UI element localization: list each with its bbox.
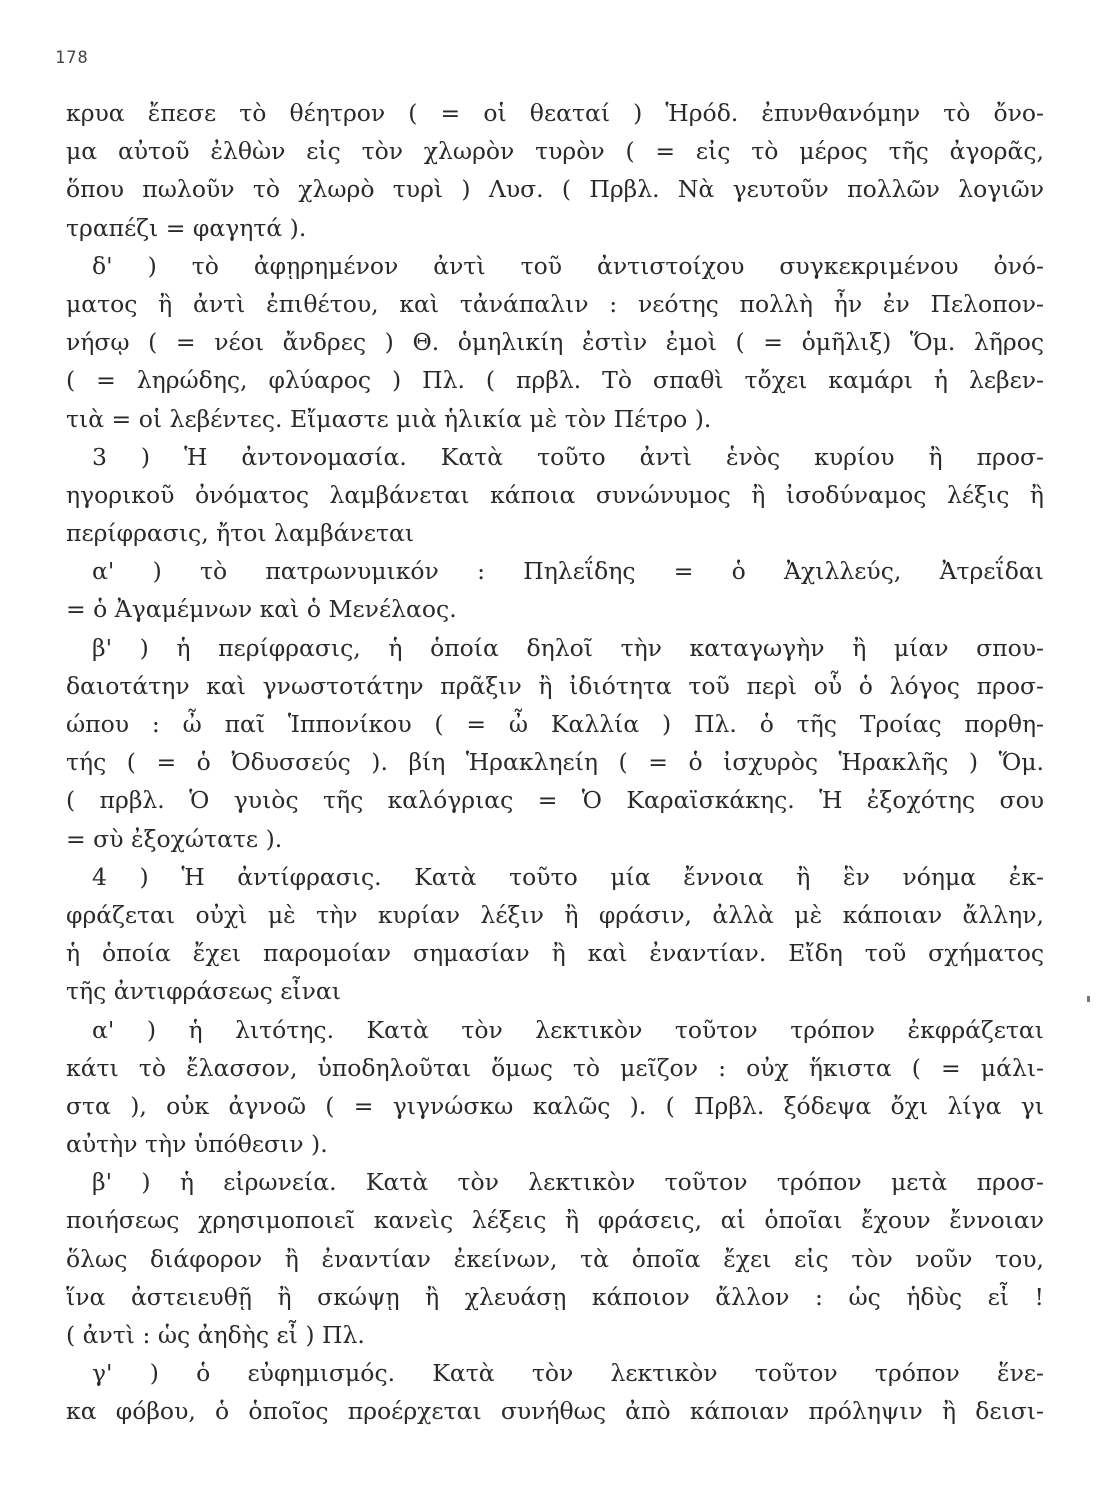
text-line: στα ), οὐκ ἀγνοῶ ( = γιγνώσκω καλῶς ). ( Πρβλ. ξόδεψα ὄχι λίγα γι — [66, 1091, 1044, 1120]
text-line: περίφρασις, ἤτοι λαμβάνεται — [66, 519, 415, 548]
text-line: = ὁ Ἀγαμέμνων καὶ ὁ Μενέλαος. — [66, 595, 457, 624]
text-line: ώπου : ὦ παῖ Ἱππονίκου ( = ὦ Καλλία ) Πλ. ὁ τῆς Τροίας πορθη- — [66, 710, 1044, 738]
text-line: ἵνα ἀστειευθῇ ἢ σκώψῃ ἢ χλευάσῃ κάποιον ἄλλον : ὡς ἡδὺς εἶ ! — [66, 1282, 1044, 1311]
text-line: αὐτὴν τὴν ὑπόθεσιν ). — [66, 1130, 328, 1159]
text-line: ματος ἢ ἀντὶ ἐπιθέτου, καὶ τἀνάπαλιν : νεότης πολλὴ ἦν ἐν Πελοπον- — [66, 289, 1044, 318]
text-line: α' ) ἡ λιτότης. Κατὰ τὸν λεκτικὸν τοῦτον τρόπον ἐκφράζεται — [92, 1015, 1044, 1044]
text-line: νήσῳ ( = νέοι ἄνδρες ) Θ. ὁμηλικίη ἐστὶν ἐμοὶ ( = ὁμῆλιξ) Ὅμ. λῆρος — [66, 328, 1044, 357]
text-line: τῆς ἀντιφράσεως εἶναι — [66, 977, 341, 1006]
text-line: γ' ) ὁ εὐφημισμός. Κατὰ τὸν λεκτικὸν τοῦτον τρόπον ἕνε- — [92, 1359, 1044, 1388]
margin-speck — [1087, 996, 1090, 1002]
page-text — [66, 94, 1044, 1431]
text-line: β' ) ἡ περίφρασις, ἡ ὁποία δηλοῖ τὴν καταγωγὴν ἢ μίαν σπου- — [92, 633, 1044, 662]
text-line: φράζεται οὐχὶ μὲ τὴν κυρίαν λέξιν ἢ φράσιν, ἀλλὰ μὲ κάποιαν ἄλλην, — [66, 900, 1044, 929]
text-line: α' ) τὸ πατρωνυμικόν : Πηλεΐδης = ὁ Ἀχιλλεύς, Ἀτρεΐδαι — [92, 557, 1044, 586]
text-line: ποιήσεως χρησιμοποιεῖ κανεὶς λέξεις ἢ φράσεις, αἱ ὁποῖαι ἔχουν ἔννοιαν — [66, 1206, 1044, 1235]
text-line: 3 ) Ἡ ἀντονομασία. Κατὰ τοῦτο ἀντὶ ἑνὸς κυρίου ἢ προσ- — [92, 442, 1044, 471]
text-line: κρυα ἔπεσε τὸ θέητρον ( = οἱ θεαταί ) Ἡρόδ. ἐπυνθανόμην τὸ ὄνο- — [66, 99, 1044, 127]
text-line: β' ) ἡ εἰρωνεία. Κατὰ τὸν λεκτικὸν τοῦτον τρόπον μετὰ προσ- — [92, 1168, 1044, 1197]
text-line: 4 ) Ἡ ἀντίφρασις. Κατὰ τοῦτο μία ἔννοια ἢ ἓν νόημα ἐκ- — [92, 862, 1044, 891]
text-line: ὅλως διάφορον ἢ ἐναντίαν ἐκείνων, τὰ ὁποῖα ἔχει εἰς τὸν νοῦν του, — [66, 1244, 1044, 1273]
text-line: κάτι τὸ ἔλασσον, ὑποδηλοῦται ὅμως τὸ μεῖζον : οὐχ ἥκιστα ( = μάλι- — [66, 1053, 1044, 1082]
text-line: ( = ληρώδης, φλύαρος ) Πλ. ( πρβλ. Τὸ σπαθὶ τὄχει καμάρι ἡ λεβεν- — [66, 366, 1044, 395]
text-line: τραπέζι = φαγητά ). — [66, 213, 307, 242]
text-line: δ' ) τὸ ἀφῃρημένον ἀντὶ τοῦ ἀντιστοίχου συγκεκριμένου ὀνό- — [92, 251, 1044, 280]
text-line: = σὺ ἐξοχώτατε ). — [66, 824, 283, 853]
text-line: τιὰ = οἱ λεβέντες. Εἴμαστε μιὰ ἡλικία μὲ τὸν Πέτρο ). — [66, 404, 712, 433]
text-line: κα φόβου, ὁ ὁποῖος προέρχεται συνήθως ἀπὸ κάποιαν πρόληψιν ἢ δεισι- — [66, 1397, 1044, 1426]
text-line: ( πρβλ. Ὁ γυιὸς τῆς καλόγριας = Ὁ Καραϊσκάκης. Ἡ ἐξοχότης σου — [66, 786, 1044, 815]
text-line: ( ἀντὶ : ὡς ἀηδὴς εἶ ) Πλ. — [66, 1321, 365, 1349]
page-number: 178 — [55, 48, 89, 68]
text-line: ὅπου πωλοῦν τὸ χλωρὸ τυρὶ ) Λυσ. ( Πρβλ. Νὰ γευτοῦν πολλῶν λογιῶν — [66, 175, 1044, 204]
text-line: τής ( = ὁ Ὀδυσσεύς ). βίη Ἡρακληείη ( = ὁ ἰσχυρὸς Ἡρακλῆς ) Ὅμ. — [66, 748, 1044, 777]
text-line: ἡ ὁποία ἔχει παρομοίαν σημασίαν ἢ καὶ ἐναντίαν. Εἴδη τοῦ σχήματος — [66, 939, 1044, 968]
text-line: δαιοτάτην καὶ γνωστοτάτην πρᾶξιν ἢ ἰδιότητα τοῦ περὶ οὗ ὁ λόγος προσ- — [66, 671, 1044, 700]
text-line: ηγορικοῦ ὀνόματος λαμβάνεται κάποια συνώνυμος ἢ ἰσοδύναμος λέξις ἢ — [66, 480, 1044, 509]
text-line: μα αὐτοῦ ἐλθὼν εἰς τὸν χλωρὸν τυρὸν ( = εἰς τὸ μέρος τῆς ἀγορᾶς, — [66, 137, 1044, 166]
